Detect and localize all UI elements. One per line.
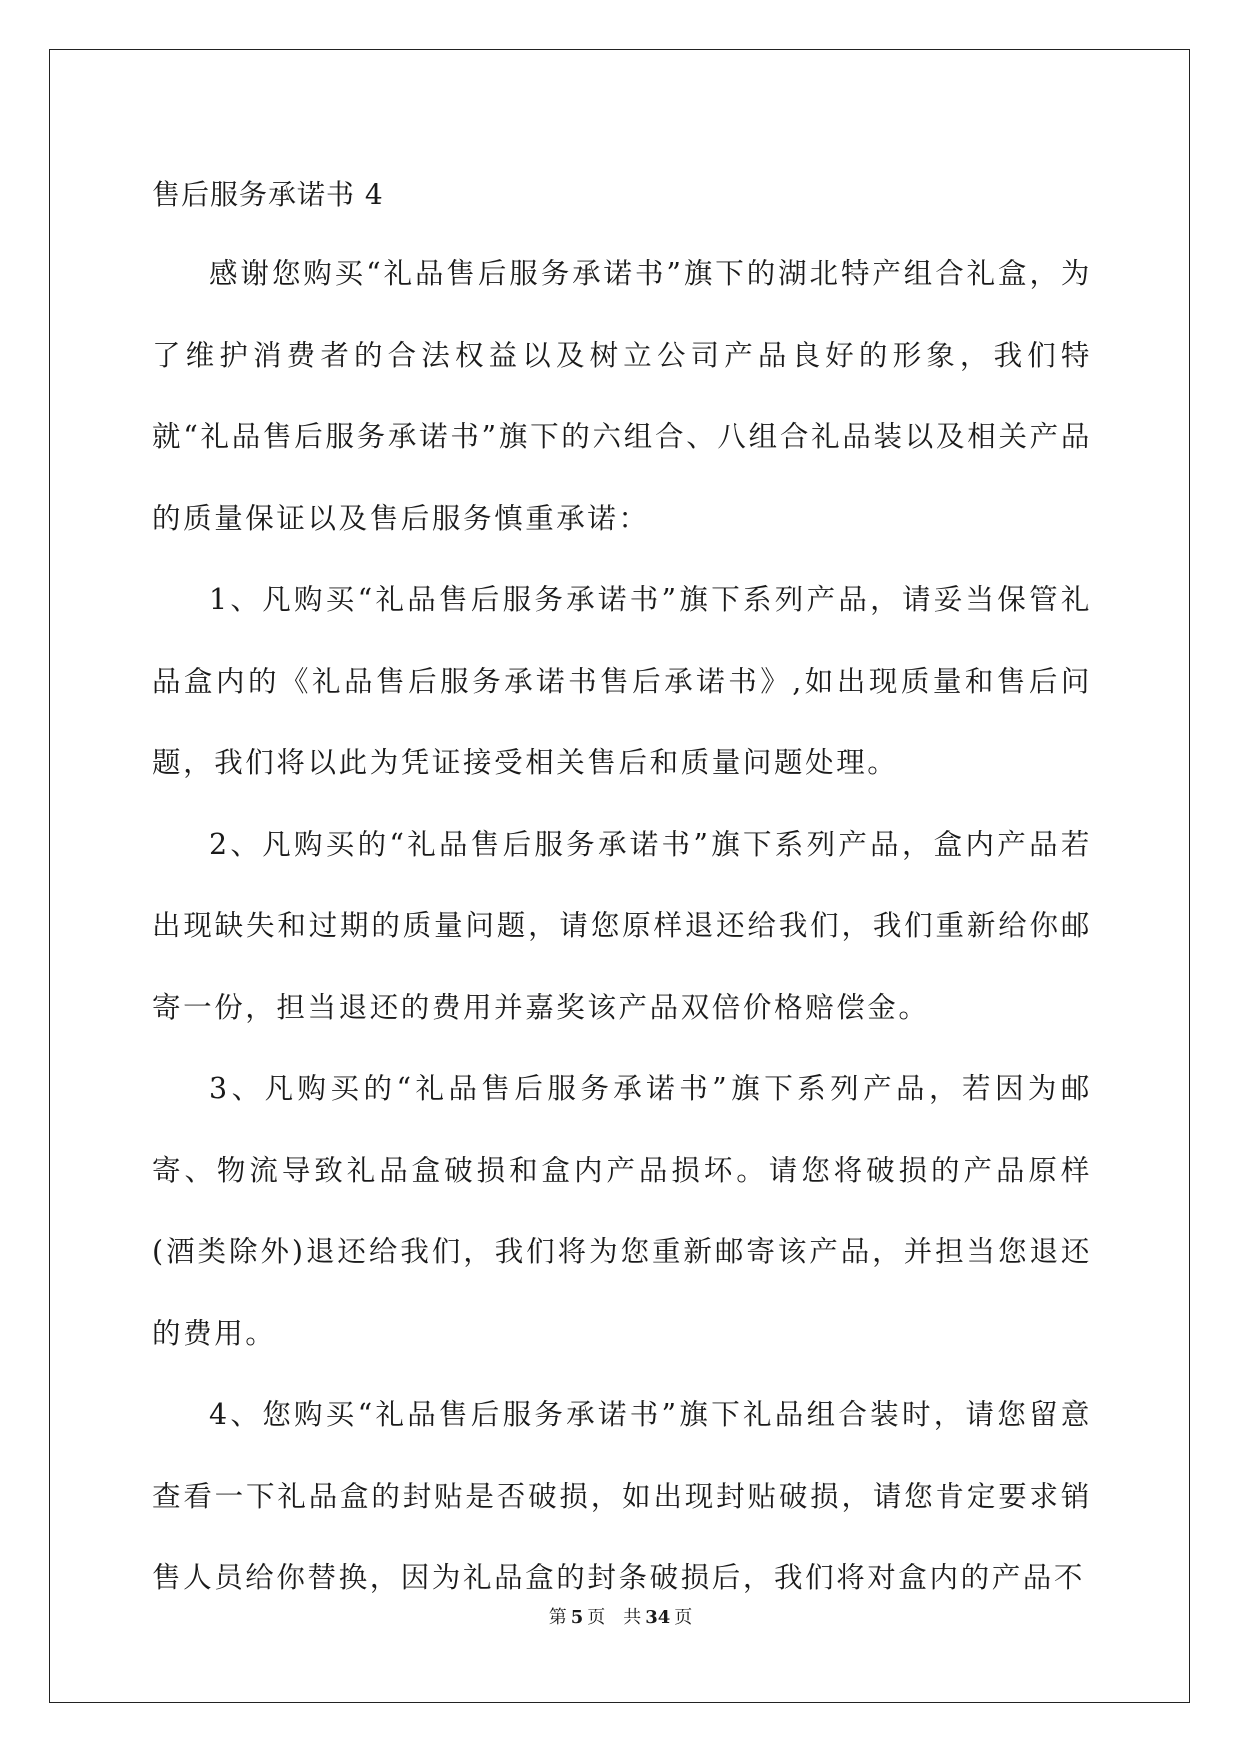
page-footer	[0, 1606, 1241, 1630]
document-title: 售后服务承诺书 4	[152, 178, 384, 211]
total-prefix: 共	[623, 1607, 642, 1628]
page-prefix: 第	[548, 1607, 567, 1628]
document-body	[152, 157, 1092, 1619]
page-suffix: 页	[587, 1607, 606, 1628]
paragraph-item-1: 1、凡购买“礼品售后服务承诺书”旗下系列产品，请妥当保管礼品盒内的《礼品售后服务承诺书售后承诺书》,如出现质量和售后问题，我们将以此为凭证接受相关售后和质量问题处理。	[152, 583, 1092, 779]
paragraph-item-4: 4、您购买“礼品售后服务承诺书”旗下礼品组合装时，请您留意查看一下礼品盒的封贴是否破损，如出现封贴破损，请您肯定要求销售人员给你替换，因为礼品盒的封条破损后，我们将对盒内的产品不	[152, 1398, 1092, 1594]
total-pages: 34	[645, 1607, 671, 1628]
paragraph-intro: 感谢您购买“礼品售后服务承诺书”旗下的湖北特产组合礼盒，为了维护消费者的合法权益以及树立公司产品良好的形象，我们特就“礼品售后服务承诺书”旗下的六组合、八组合礼品装以及相关产品的质量保证以及售后服务慎重承诺：	[152, 257, 1092, 535]
paragraph-item-2: 2、凡购买的“礼品售后服务承诺书”旗下系列产品，盒内产品若出现缺失和过期的质量问题，请您原样退还给我们，我们重新给你邮寄一份，担当退还的费用并嘉奖该产品双倍价格赔偿金。	[152, 827, 1092, 1024]
paragraph-item-3: 3、凡购买的“礼品售后服务承诺书”旗下系列产品，若因为邮寄、物流导致礼品盒破损和盒内产品损坏。请您将破损的产品原样(酒类除外)退还给我们，我们将为您重新邮寄该产品，并担当您退还的费用。	[152, 1072, 1092, 1350]
page-number: 5	[570, 1607, 584, 1628]
total-suffix: 页	[674, 1607, 693, 1628]
